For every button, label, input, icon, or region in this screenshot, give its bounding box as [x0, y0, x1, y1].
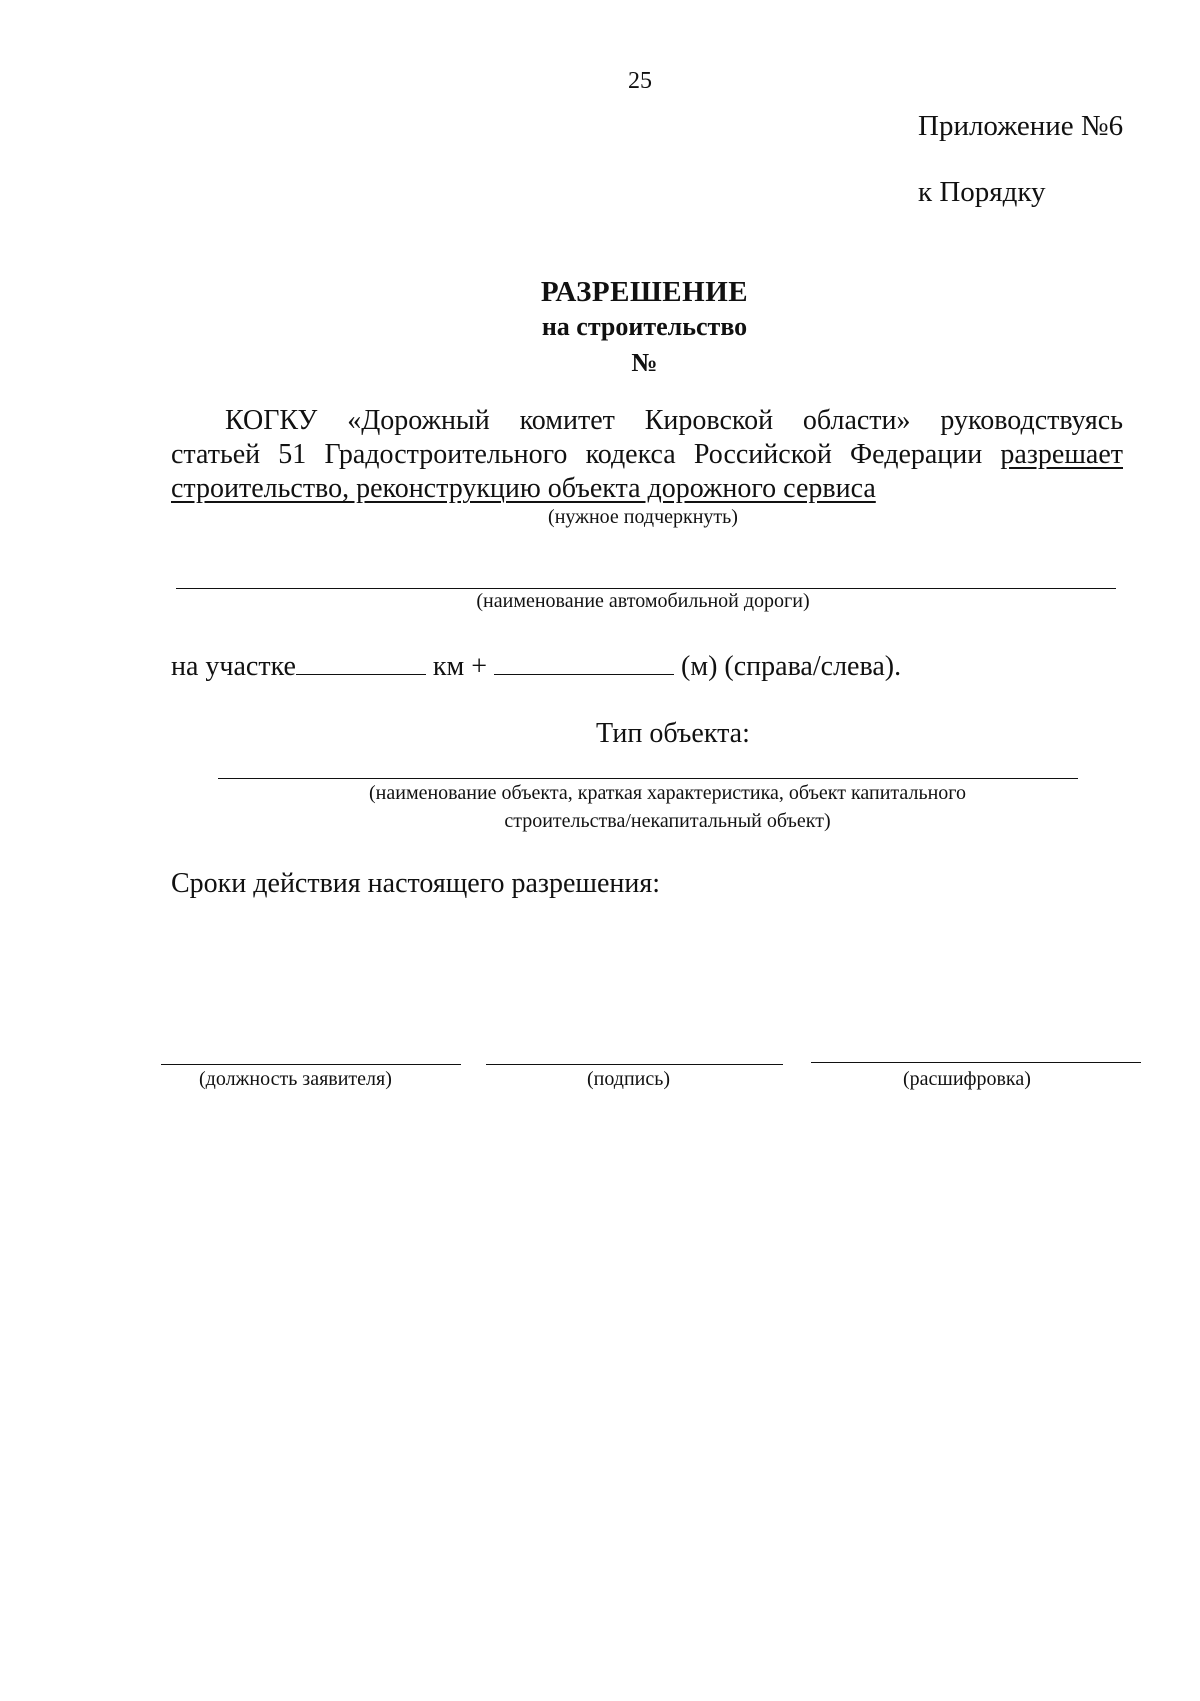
- body-line-1: КОГКУ «Дорожный комитет Кировской области» руководствуясь: [225, 405, 1123, 436]
- body-line-2-text: статьей 51 Градостроительного кодекса Российской Федерации: [171, 439, 1001, 470]
- hint-object-line-2: строительства/некапитальный объект): [504, 810, 831, 832]
- appendix-reference: к Порядку: [918, 176, 1046, 208]
- body-line-2: [171, 438, 1123, 472]
- km-blank: [296, 648, 426, 675]
- underlined-permits: разрешает: [1000, 439, 1123, 470]
- signature-caption: (подпись): [587, 1068, 671, 1090]
- document-title: РАЗРЕШЕНИЕ: [540, 276, 749, 308]
- hint-object-line-1: (наименование объекта, краткая характеристика, объект капитального: [369, 782, 966, 804]
- page-number: 25: [628, 68, 652, 94]
- meters-blank: [494, 648, 674, 675]
- document-number-sign: №: [631, 348, 658, 377]
- hint-underline-needed: (нужное подчеркнуть): [548, 506, 738, 528]
- appendix-label: Приложение №6: [918, 110, 1124, 142]
- position-line: [161, 1064, 461, 1065]
- decryption-line: [811, 1062, 1141, 1063]
- segment-line: [171, 648, 901, 683]
- document-subtitle: на строительство: [541, 312, 748, 341]
- object-type-label: Тип объекта:: [596, 718, 750, 749]
- object-name-line: [218, 778, 1078, 779]
- segment-km: км +: [432, 651, 488, 682]
- position-caption: (должность заявителя): [199, 1068, 392, 1090]
- signature-line: [486, 1064, 783, 1065]
- segment-suffix: (м) (справа/слева).: [681, 651, 902, 682]
- segment-prefix: на участке: [171, 651, 296, 682]
- decryption-caption: (расшифровка): [903, 1068, 1031, 1090]
- body-line-3: [171, 472, 1123, 506]
- validity-label: Сроки действия настоящего разрешения:: [171, 868, 661, 899]
- hint-road-name: (наименование автомобильной дороги): [476, 590, 810, 612]
- road-name-line: [176, 588, 1116, 589]
- underlined-construction-type: строительство, реконструкцию объекта дорожного сервиса: [171, 473, 876, 504]
